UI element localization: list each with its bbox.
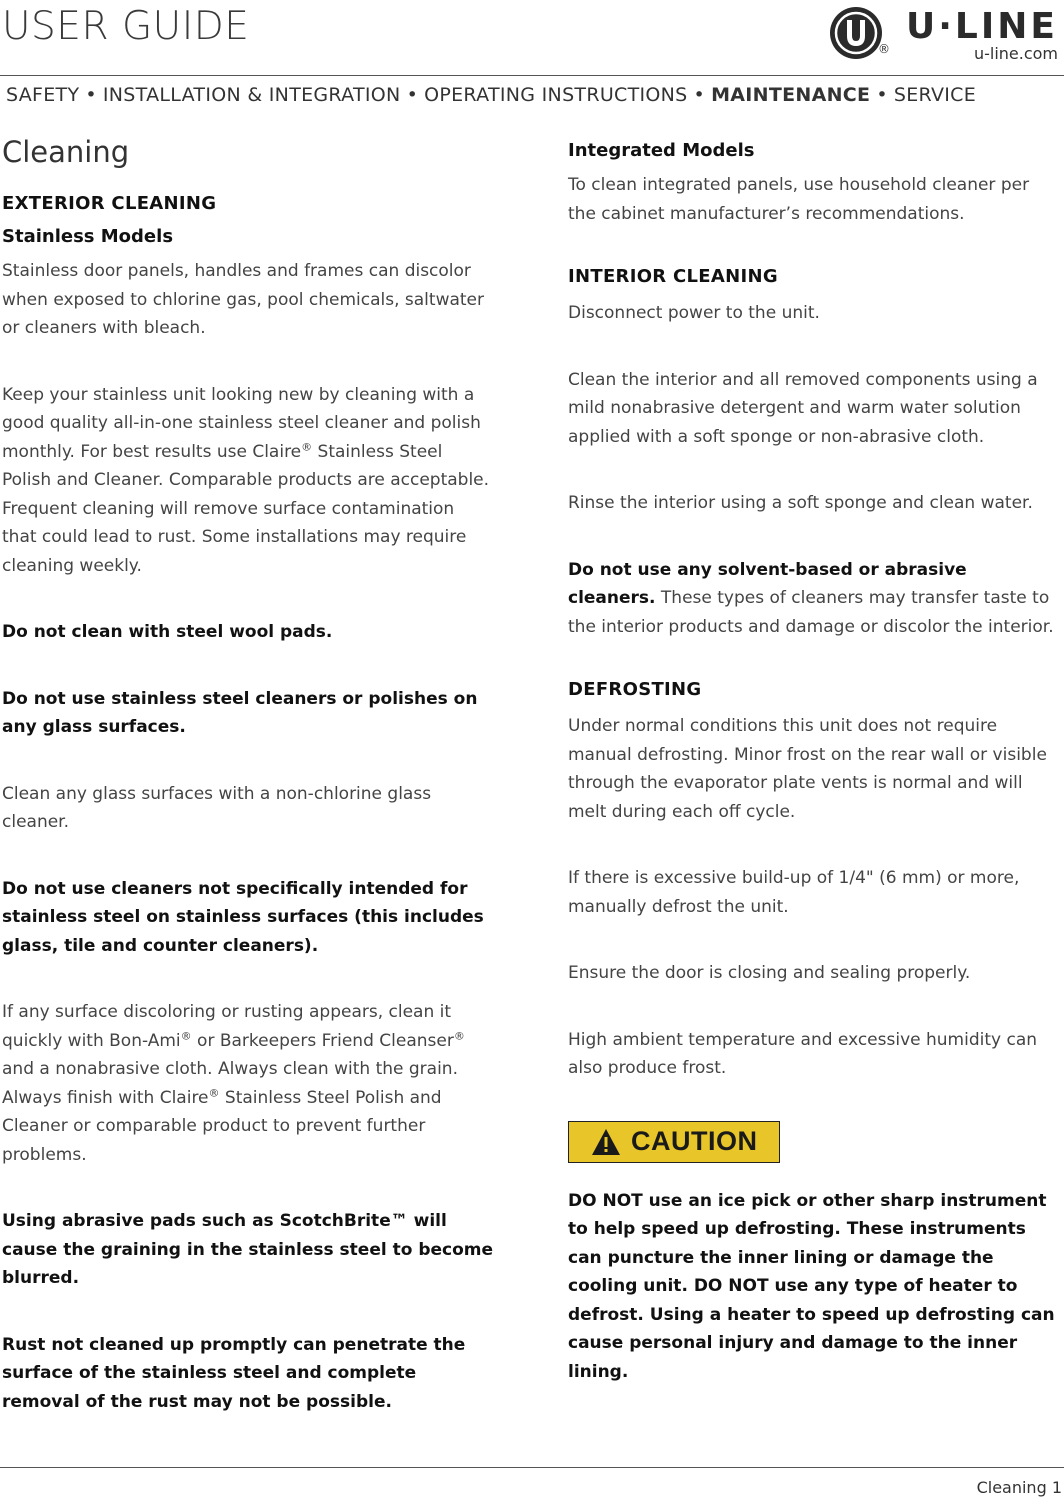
warning-unintended-cleaners: Do not use cleaners not specifically intended for stainless steel on stainless surfaces (this includes glass, tile and counter cleaners). bbox=[2, 878, 484, 956]
integrated-models-heading: Integrated Models bbox=[568, 140, 755, 161]
right-column bbox=[568, 140, 1060, 1386]
brand-url[interactable]: u-line.com bbox=[973, 44, 1058, 63]
exterior-cleaning-heading: EXTERIOR CLEANING bbox=[2, 193, 217, 214]
nav-item-installation[interactable]: INSTALLATION & INTEGRATION bbox=[102, 84, 401, 106]
nav-separator: • bbox=[693, 84, 706, 106]
paragraph-excessive-buildup: If there is excessive build-up of 1/4" (6 mm) or more, manually defrost the unit. bbox=[568, 868, 1020, 917]
paragraph-door-sealing: Ensure the door is closing and sealing properly. bbox=[568, 963, 971, 983]
warning-abrasive-pads: Using abrasive pads such as ScotchBrite™ will cause the graining in the stainless steel to become blurred. bbox=[2, 1211, 494, 1288]
paragraph-glass-cleaner: Clean any glass surfaces with a non-chlorine glass cleaner. bbox=[2, 783, 432, 832]
defrosting-heading: DEFROSTING bbox=[568, 679, 702, 700]
caution-paragraph: DO NOT use an ice pick or other sharp instrument to help speed up defrosting. These instruments can puncture the inner lining or damage the cooling unit. DO NOT use any type of heater to defrost. Using a heater to speed up defrosting can cause personal injury and damage to the inner lining. bbox=[568, 1190, 1055, 1382]
paragraph-no-solvent: Do not use any solvent-based or abrasive cleaners. These types of cleaners may transfer taste to the interior products and damage or discolor the interior. bbox=[568, 559, 1054, 637]
nav-separator: • bbox=[876, 84, 888, 106]
section-breadcrumb bbox=[6, 84, 976, 106]
paragraph-rinse-interior: Rinse the interior using a soft sponge and clean water. bbox=[568, 493, 1033, 513]
warning-triangle-icon bbox=[591, 1128, 621, 1156]
paragraph-humidity: High ambient temperature and excessive humidity can also produce frost. bbox=[568, 1029, 1038, 1078]
paragraph-discolor: Stainless door panels, handles and frames can discolor when exposed to chlorine gas, pool chemicals, saltwater or cleaners with bleach. bbox=[2, 261, 485, 338]
interior-cleaning-heading: INTERIOR CLEANING bbox=[568, 266, 778, 287]
u-line-logo-icon bbox=[829, 6, 883, 60]
paragraph-clean-interior: Clean the interior and all removed components using a mild nonabrasive detergent and warm water solution applied with a soft sponge or non-abrasive cloth. bbox=[568, 369, 1038, 447]
brand-wordmark: U·LINE bbox=[906, 6, 1058, 47]
page-number: Cleaning 1 bbox=[976, 1478, 1062, 1497]
registered-mark: ® bbox=[878, 42, 890, 56]
paragraph-defrost-normal: Under normal conditions this unit does not require manual defrosting. Minor frost on the rear wall or visible through the evaporator plate vents is normal and will melt during each off cycle. bbox=[568, 716, 1047, 822]
warning-rust-penetration: Rust not cleaned up promptly can penetrate the surface of the stainless steel and complete removal of the rust may not be possible. bbox=[2, 1334, 466, 1412]
nav-item-safety[interactable]: SAFETY bbox=[6, 84, 80, 106]
document-title: USER GUIDE bbox=[2, 4, 250, 49]
nav-item-operating[interactable]: OPERATING INSTRUCTIONS bbox=[424, 84, 688, 106]
paragraph-rust-cleaning: If any surface discoloring or rusting appears, clean it quickly with Bon-Ami® or Barkeepers Friend Cleanser® and a nonabrasive cloth. Always clean with the grain. Always finish with Claire® Stainless Steel Polish and Cleaner or comparable product to prevent further problems. bbox=[2, 1002, 465, 1165]
paragraph-integrated-panels: To clean integrated panels, use household cleaner per the cabinet manufacturer’s recommendations. bbox=[568, 175, 1030, 224]
nav-separator: • bbox=[85, 84, 97, 106]
paragraph-keep-new: Keep your stainless unit looking new by cleaning with a good quality all-in-one stainless steel cleaner and polish monthly. For best results use Claire® Stainless Steel Polish and Cleaner. Comparable products are acceptable. Frequent cleaning will remove surface contamination that could lead to rust. Some installations may require cleaning weekly. bbox=[2, 384, 490, 576]
page-header bbox=[0, 0, 1064, 76]
nav-item-maintenance[interactable]: MAINTENANCE bbox=[711, 84, 871, 106]
warning-glass-surfaces: Do not use stainless steel cleaners or polishes on any glass surfaces. bbox=[2, 688, 478, 737]
section-title: Cleaning bbox=[2, 135, 130, 169]
nav-item-service[interactable]: SERVICE bbox=[893, 84, 977, 106]
paragraph-disconnect-power: Disconnect power to the unit. bbox=[568, 303, 820, 323]
footer-divider bbox=[0, 1467, 1064, 1468]
caution-text: CAUTION bbox=[631, 1126, 758, 1156]
left-column bbox=[2, 135, 494, 1416]
warning-steel-wool: Do not clean with steel wool pads. bbox=[2, 622, 333, 642]
header-divider bbox=[0, 75, 1064, 76]
stainless-models-heading: Stainless Models bbox=[2, 226, 174, 247]
caution-label bbox=[568, 1121, 780, 1163]
nav-separator: • bbox=[406, 84, 419, 106]
